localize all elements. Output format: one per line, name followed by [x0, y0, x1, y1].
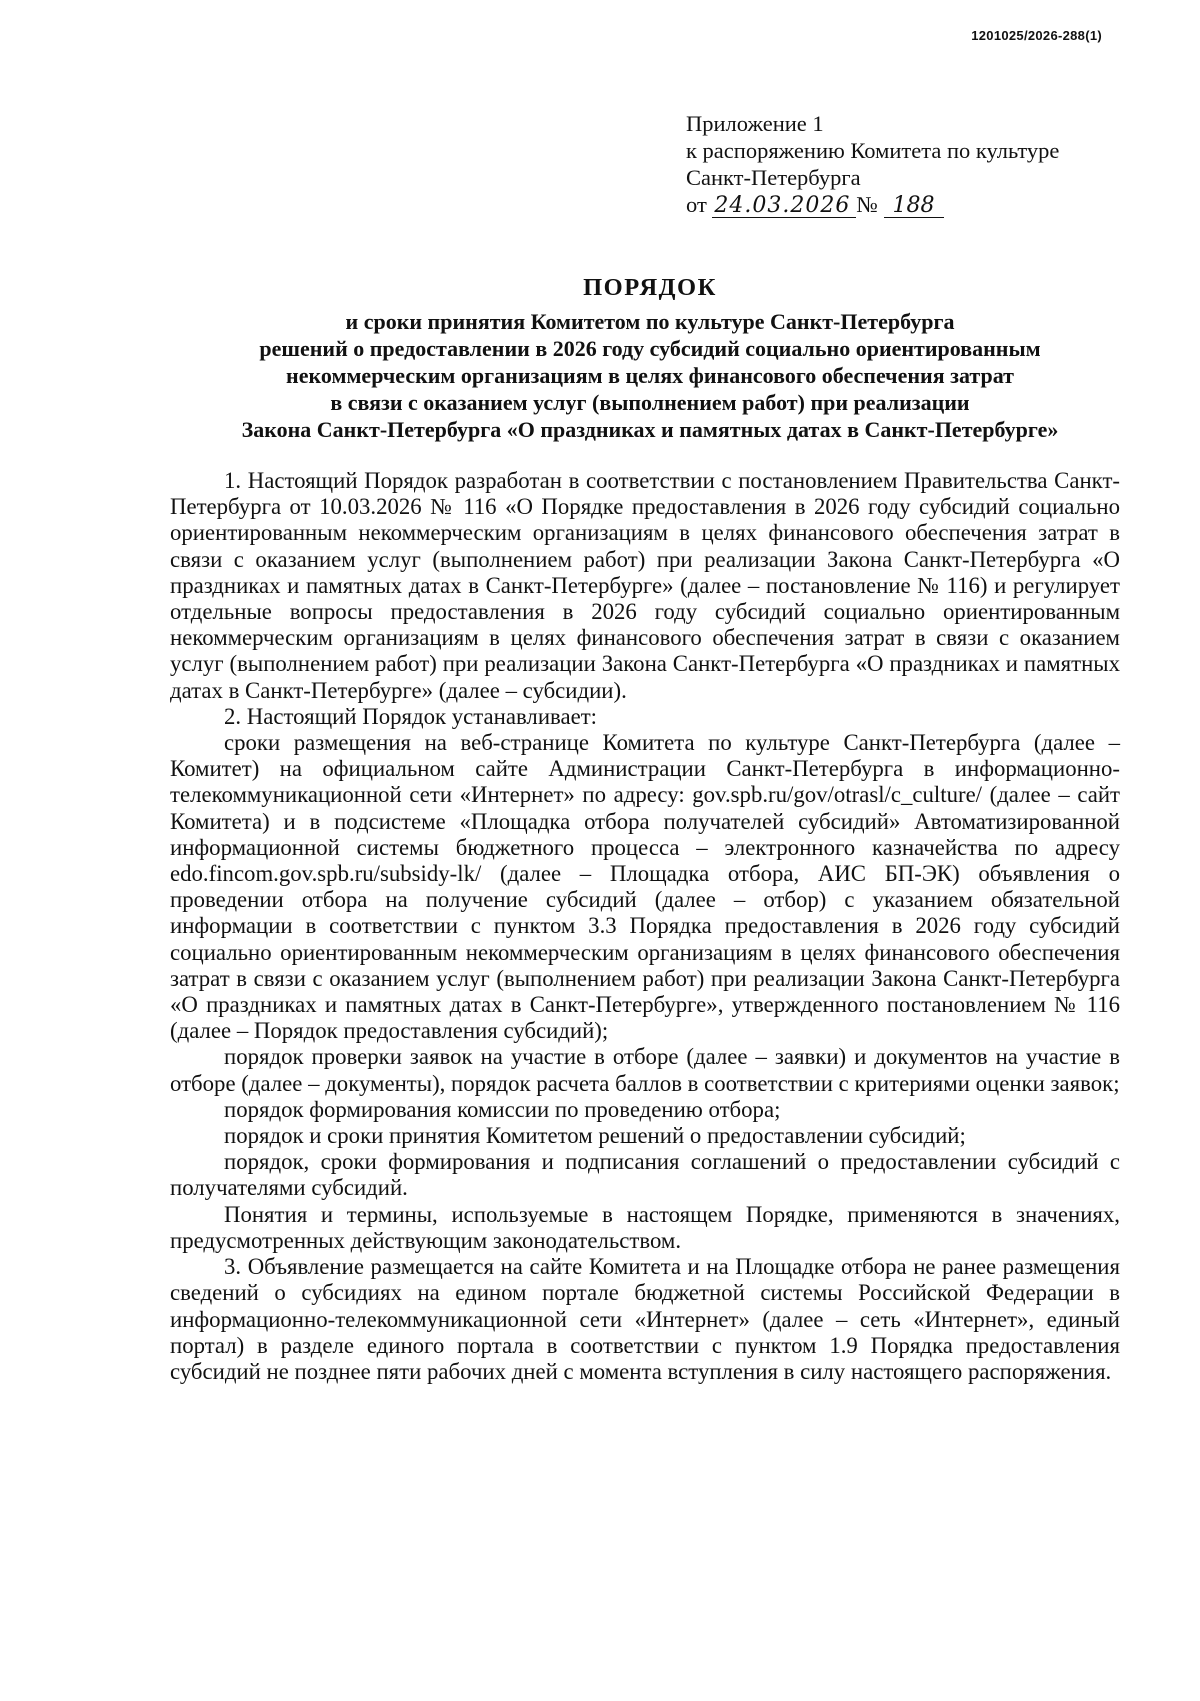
- subtitle-line-4: в связи с оказанием услуг (выполнением работ) при реализации: [330, 390, 970, 415]
- paragraph-terms: Понятия и термины, используемые в настоящем Порядке, применяются в значениях, предусмотренных действующим законодательством.: [170, 1201, 1120, 1253]
- paragraph-3: 3. Объявление размещается на сайте Комитета и на Площадке отбора не ранее размещения сведений о субсидиях на едином портале бюджетной системы Российской Федерации в информационно-телекоммуникационной сети «Интернет» (далее – сеть «Интернет», единый портал) в разделе единого портала в соответствии с пунктом 1.9 Порядка предоставления субсидий не позднее пяти рабочих дней с момента вступления в силу настоящего распоряжения.: [170, 1254, 1120, 1384]
- document-id: 1201025/2026-288(1): [971, 28, 1102, 43]
- paragraph-2: 2. Настоящий Порядок устанавливает:: [224, 703, 598, 729]
- appendix-block: [686, 110, 1059, 218]
- appendix-line-1: Приложение 1: [686, 111, 824, 136]
- appendix-date-line: [686, 191, 1059, 218]
- title-main: ПОРЯДОК: [583, 274, 717, 301]
- appendix-line-2: к распоряжению Комитета по культуре: [686, 138, 1060, 163]
- subtitle-line-1: и сроки принятия Комитетом по культуре Санкт-Петербурга: [345, 309, 955, 334]
- paragraph-2-item-4: порядок и сроки принятия Комитетом решений о предоставлении субсидий;: [224, 1123, 966, 1149]
- appendix-line-3: Санкт-Петербурга: [686, 165, 861, 190]
- subtitle-line-5: Закона Санкт-Петербурга «О праздниках и памятных датах в Санкт-Петербурге»: [241, 417, 1059, 442]
- paragraph-1: 1. Настоящий Порядок разработан в соответствии с постановлением Правительства Санкт-Петербурга от 10.03.2026 № 116 «О Порядке предоставления в 2026 году субсидий социально ориентированным некоммерческим организациям в целях финансового обеспечения затрат в связи с оказанием услуг (выполнением работ) при реализации Закона Санкт-Петербурга «О праздниках и памятных датах в Санкт-Петербурге» (далее – постановление № 116) и регулирует отдельные вопросы предоставления в 2026 году субсидий социально ориентированным некоммерческим организациям в целях финансового обеспечения затрат в связи с оказанием услуг (выполнением работ) при реализации Закона Санкт-Петербурга «О праздниках и памятных датах в Санкт-Петербурге» (далее – субсидии).: [170, 468, 1120, 703]
- handwritten-date: 24.03.2026: [712, 195, 856, 218]
- date-prefix: от: [686, 192, 707, 217]
- subtitle-line-3: некоммерческим организациям в целях финансового обеспечения затрат: [286, 363, 1014, 388]
- document-title: [150, 274, 1150, 443]
- paragraph-2-item-2: порядок проверки заявок на участие в отборе (далее – заявки) и документов на участие в отборе (далее – документы), порядок расчета баллов в соответствии с критериями оценки заявок;: [170, 1044, 1120, 1096]
- paragraph-2-item-5: порядок, сроки формирования и подписания соглашений о предоставлении субсидий с получателями субсидий.: [170, 1149, 1120, 1201]
- handwritten-number: 188: [884, 195, 944, 218]
- document-body: [170, 468, 1120, 1385]
- number-prefix: №: [856, 192, 878, 217]
- subtitle-line-2: решений о предоставлении в 2026 году субсидий социально ориентированным: [259, 336, 1041, 361]
- paragraph-2-item-1: сроки размещения на веб-странице Комитета по культуре Санкт-Петербурга (далее – Комитет) на официальном сайте Администрации Санкт-Петербурга в информационно-телекоммуникационной сети «Интернет» по адресу: gov.spb.ru/gov/otrasl/c_culture/ (далее – сайт Комитета) и в подсистеме «Площадка отбора получателей субсидий» Автоматизированной информационной системы бюджетного процесса – электронного казначейства по адресу edo.fincom.gov.spb.ru/subsidy-lk/ (далее – Площадка отбора, АИС БП-ЭК) объявления о проведении отбора на получение субсидий (далее – отбор) с указанием обязательной информации в соответствии с пунктом 3.3 Порядка предоставления в 2026 году субсидий социально ориентированным некоммерческим организациям в целях финансового обеспечения затрат в связи с оказанием услуг (выполнением работ) при реализации Закона Санкт-Петербурга «О праздниках и памятных датах в Санкт-Петербурге», утвержденного постановлением № 116 (далее – Порядок предоставления субсидий);: [170, 730, 1120, 1044]
- paragraph-2-item-3: порядок формирования комиссии по проведению отбора;: [224, 1096, 781, 1122]
